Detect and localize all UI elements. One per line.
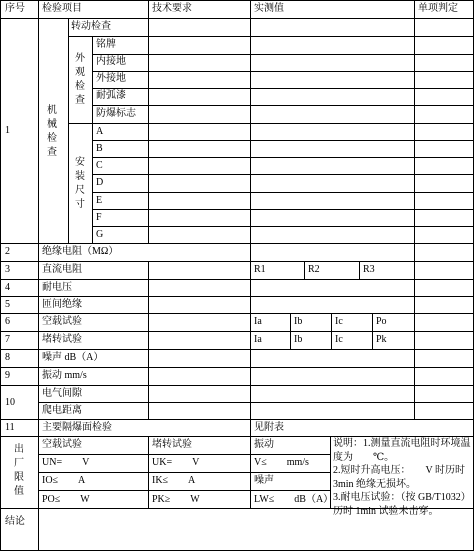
measure-cell: R2 [308,264,320,275]
row-11-number: 11 [5,422,15,433]
row-label: 振动 mm/s [42,370,87,381]
row-label: 堵转试验 [42,334,82,345]
appearance-item: 外接地 [96,73,126,84]
measure-cell: Ic [335,316,343,327]
header-judge: 单项判定 [418,3,458,14]
header-seq: 序号 [5,3,25,14]
install-item: A [96,126,104,137]
row-number: 4 [5,282,10,293]
see-appendix-note: 见附表 [254,422,284,433]
measure-cell: R1 [254,264,266,275]
row-number: 9 [5,370,10,381]
row-number: 6 [5,316,10,327]
factory-header: 空载试验 [42,439,82,450]
install-item: B [96,143,103,154]
row-number: 7 [5,334,10,345]
header-tech: 技术要求 [152,3,192,14]
row-number: 5 [5,299,10,310]
appearance-item: 内接地 [96,56,126,67]
clearance-label: 电气间隙 [42,388,82,399]
row-number: 2 [5,246,10,257]
factory-limit-label: 出厂限值 [14,444,24,497]
install-size-label: 安装尺寸 [75,157,85,210]
appearance-item: 耐弧漆 [96,90,126,101]
flameproof-label: 主要隔爆面检验 [42,422,112,433]
test-notes: 说明：1.测量直流电阻时环境温度为 ℃。 2.短时升高电压： V 时历时 3min 绝缘无损坏。 3.耐电压试验：（按 GB/T1032）历时 1min 试验未击穿。 [333,438,471,517]
factory-value: IK≤ A [152,475,196,486]
measure-cell: Ia [254,316,262,327]
appearance-item: 防爆标志 [96,108,136,119]
conclusion-field[interactable] [39,509,473,550]
factory-value: 噪声 [254,475,274,486]
measure-cell: R3 [363,264,375,275]
appearance-item: 铭牌 [96,39,116,50]
measure-cell: Ib [294,334,303,345]
row-label: 耐电压 [42,282,72,293]
factory-value: IO≤ A [42,475,86,486]
conclusion-label: 结论 [5,516,25,527]
rotation-check-label: 转动检查 [71,21,111,32]
install-item: C [96,160,103,171]
factory-header: 振动 [254,439,274,450]
measure-cell: Pk [376,334,387,345]
factory-value: PK≥ W [152,494,200,505]
row-label: 绝缘电阻（MΩ） [42,246,119,257]
row-10-number: 10 [5,397,15,408]
factory-value: V≤ mm/s [254,457,309,468]
factory-value: UK= V [152,457,200,468]
appearance-check-label: 外观检查 [75,53,85,106]
factory-value: PO≤ W [42,494,90,505]
header-item: 检验项目 [42,3,82,14]
header-measured: 实测值 [254,3,284,14]
row-label: 噪声 dB（A） [42,352,104,363]
install-item: D [96,177,104,188]
factory-header: 堵转试验 [152,439,192,450]
mechanical-check-label: 机械检查 [47,105,57,158]
factory-value: LW≤ dB（A） [254,494,334,505]
factory-value: UN= V [42,457,90,468]
row-label: 空载试验 [42,316,82,327]
install-item: F [96,212,102,223]
install-item: G [96,229,104,240]
measure-cell: Ic [335,334,343,345]
measure-cell: Po [376,316,387,327]
row-label: 匝间绝缘 [42,299,82,310]
row-number: 3 [5,264,10,275]
row-label: 直流电阻 [42,264,82,275]
measure-cell: Ib [294,316,303,327]
install-item: E [96,195,103,206]
row-number: 8 [5,352,10,363]
creepage-label: 爬电距离 [42,405,82,416]
row-1-number: 1 [5,125,10,136]
measure-cell: Ia [254,334,262,345]
